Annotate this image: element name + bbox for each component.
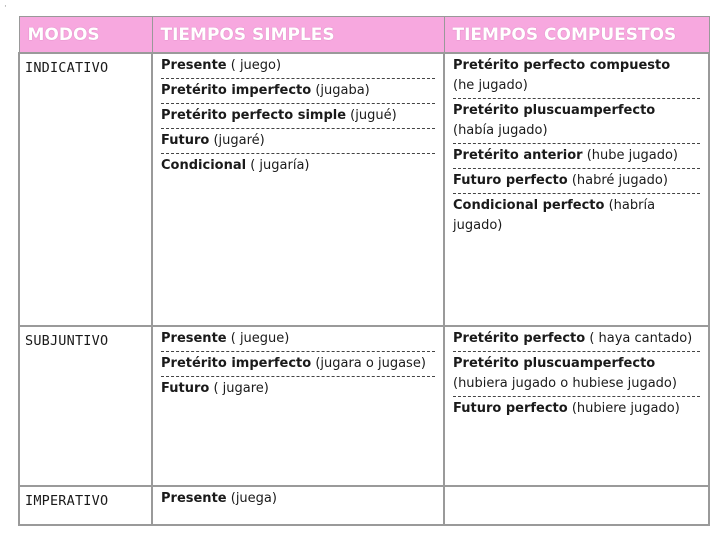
simple-tenses-cell — [152, 486, 444, 525]
tense-example: ( juego) — [226, 58, 282, 73]
tense-entry — [153, 489, 443, 509]
tense-example: (hube jugado) — [582, 148, 679, 163]
tense-name: Condicional — [161, 158, 247, 173]
simple-tenses-cell — [152, 326, 444, 486]
tense-name: Pretérito perfecto simple — [161, 108, 347, 123]
tense-example: ( jugaría) — [246, 158, 310, 173]
tense-example: (habría jugado) — [453, 198, 656, 233]
tense-example: (hubiera jugado o hubiese jugado) — [453, 376, 677, 391]
tense-example: (jugara o jugase) — [311, 356, 426, 371]
dashed-separator — [453, 168, 700, 169]
compound-tenses-cell-empty — [444, 486, 709, 525]
conjugation-table — [18, 16, 710, 526]
simple-tenses-cell — [152, 53, 444, 326]
tense-entry — [445, 171, 708, 191]
tense-name: Futuro perfecto — [453, 173, 568, 188]
dashed-separator — [161, 103, 435, 104]
tense-entry — [445, 329, 708, 349]
tense-entry — [153, 106, 443, 126]
tense-entry — [153, 131, 443, 151]
dashed-separator — [161, 376, 435, 377]
tense-name: Pretérito perfecto compuesto — [453, 58, 671, 73]
tense-example: (habré jugado) — [567, 173, 668, 188]
tense-name: Pretérito pluscuamperfecto — [453, 103, 656, 118]
tense-name: Presente — [161, 58, 227, 73]
row-imperativo — [19, 486, 709, 525]
tense-name: Presente — [161, 331, 227, 346]
tense-entry — [153, 56, 443, 76]
tense-entry — [445, 354, 708, 394]
row-indicativo — [19, 53, 709, 326]
tense-example: (había jugado) — [453, 123, 548, 138]
header-tiempos-simples: TIEMPOS SIMPLES — [152, 17, 444, 54]
mode-subjuntivo: SUBJUNTIVO — [19, 326, 152, 486]
dashed-separator — [453, 143, 700, 144]
tense-entry — [445, 146, 708, 166]
tense-example: ( haya cantado) — [585, 331, 693, 346]
tense-name: Futuro — [161, 133, 210, 148]
compound-tenses-cell — [444, 53, 709, 326]
tense-name: Condicional perfecto — [453, 198, 605, 213]
dashed-separator — [161, 153, 435, 154]
tense-name: Pretérito perfecto — [453, 331, 586, 346]
dashed-separator — [453, 98, 700, 99]
mode-imperativo: IMPERATIVO — [19, 486, 152, 525]
tense-example: (hubiere jugado) — [567, 401, 680, 416]
tense-name: Pretérito imperfecto — [161, 356, 312, 371]
dashed-separator — [453, 396, 700, 397]
dashed-separator — [453, 351, 700, 352]
row-subjuntivo — [19, 326, 709, 486]
compound-tenses-cell — [444, 326, 709, 486]
tense-name: Pretérito imperfecto — [161, 83, 312, 98]
tense-entry — [153, 379, 443, 399]
tense-entry — [445, 56, 708, 96]
tense-entry — [153, 81, 443, 101]
mode-indicativo: INDICATIVO — [19, 53, 152, 326]
dashed-separator — [161, 351, 435, 352]
corner-mark: · — [4, 2, 7, 12]
tense-example: ( jugare) — [209, 381, 269, 396]
tense-example: (he jugado) — [453, 78, 528, 93]
tense-name: Pretérito anterior — [453, 148, 583, 163]
tense-example: (jugaba) — [311, 83, 370, 98]
tense-entry — [153, 156, 443, 176]
dashed-separator — [161, 78, 435, 79]
tense-entry — [445, 196, 708, 236]
header-modos: MODOS — [19, 17, 152, 54]
tense-name: Futuro — [161, 381, 210, 396]
tense-example: ( juegue) — [226, 331, 290, 346]
dashed-separator — [453, 193, 700, 194]
tense-entry — [445, 399, 708, 419]
tense-entry — [153, 329, 443, 349]
tense-name: Futuro perfecto — [453, 401, 568, 416]
tense-entry — [445, 101, 708, 141]
tense-example: (jugué) — [346, 108, 397, 123]
header-row — [19, 17, 709, 54]
tense-name: Pretérito pluscuamperfecto — [453, 356, 656, 371]
tense-entry — [153, 354, 443, 374]
tense-name: Presente — [161, 491, 227, 506]
header-tiempos-compuestos: TIEMPOS COMPUESTOS — [444, 17, 709, 54]
tense-example: (jugaré) — [209, 133, 265, 148]
dashed-separator — [161, 128, 435, 129]
tense-example: (juega) — [226, 491, 277, 506]
